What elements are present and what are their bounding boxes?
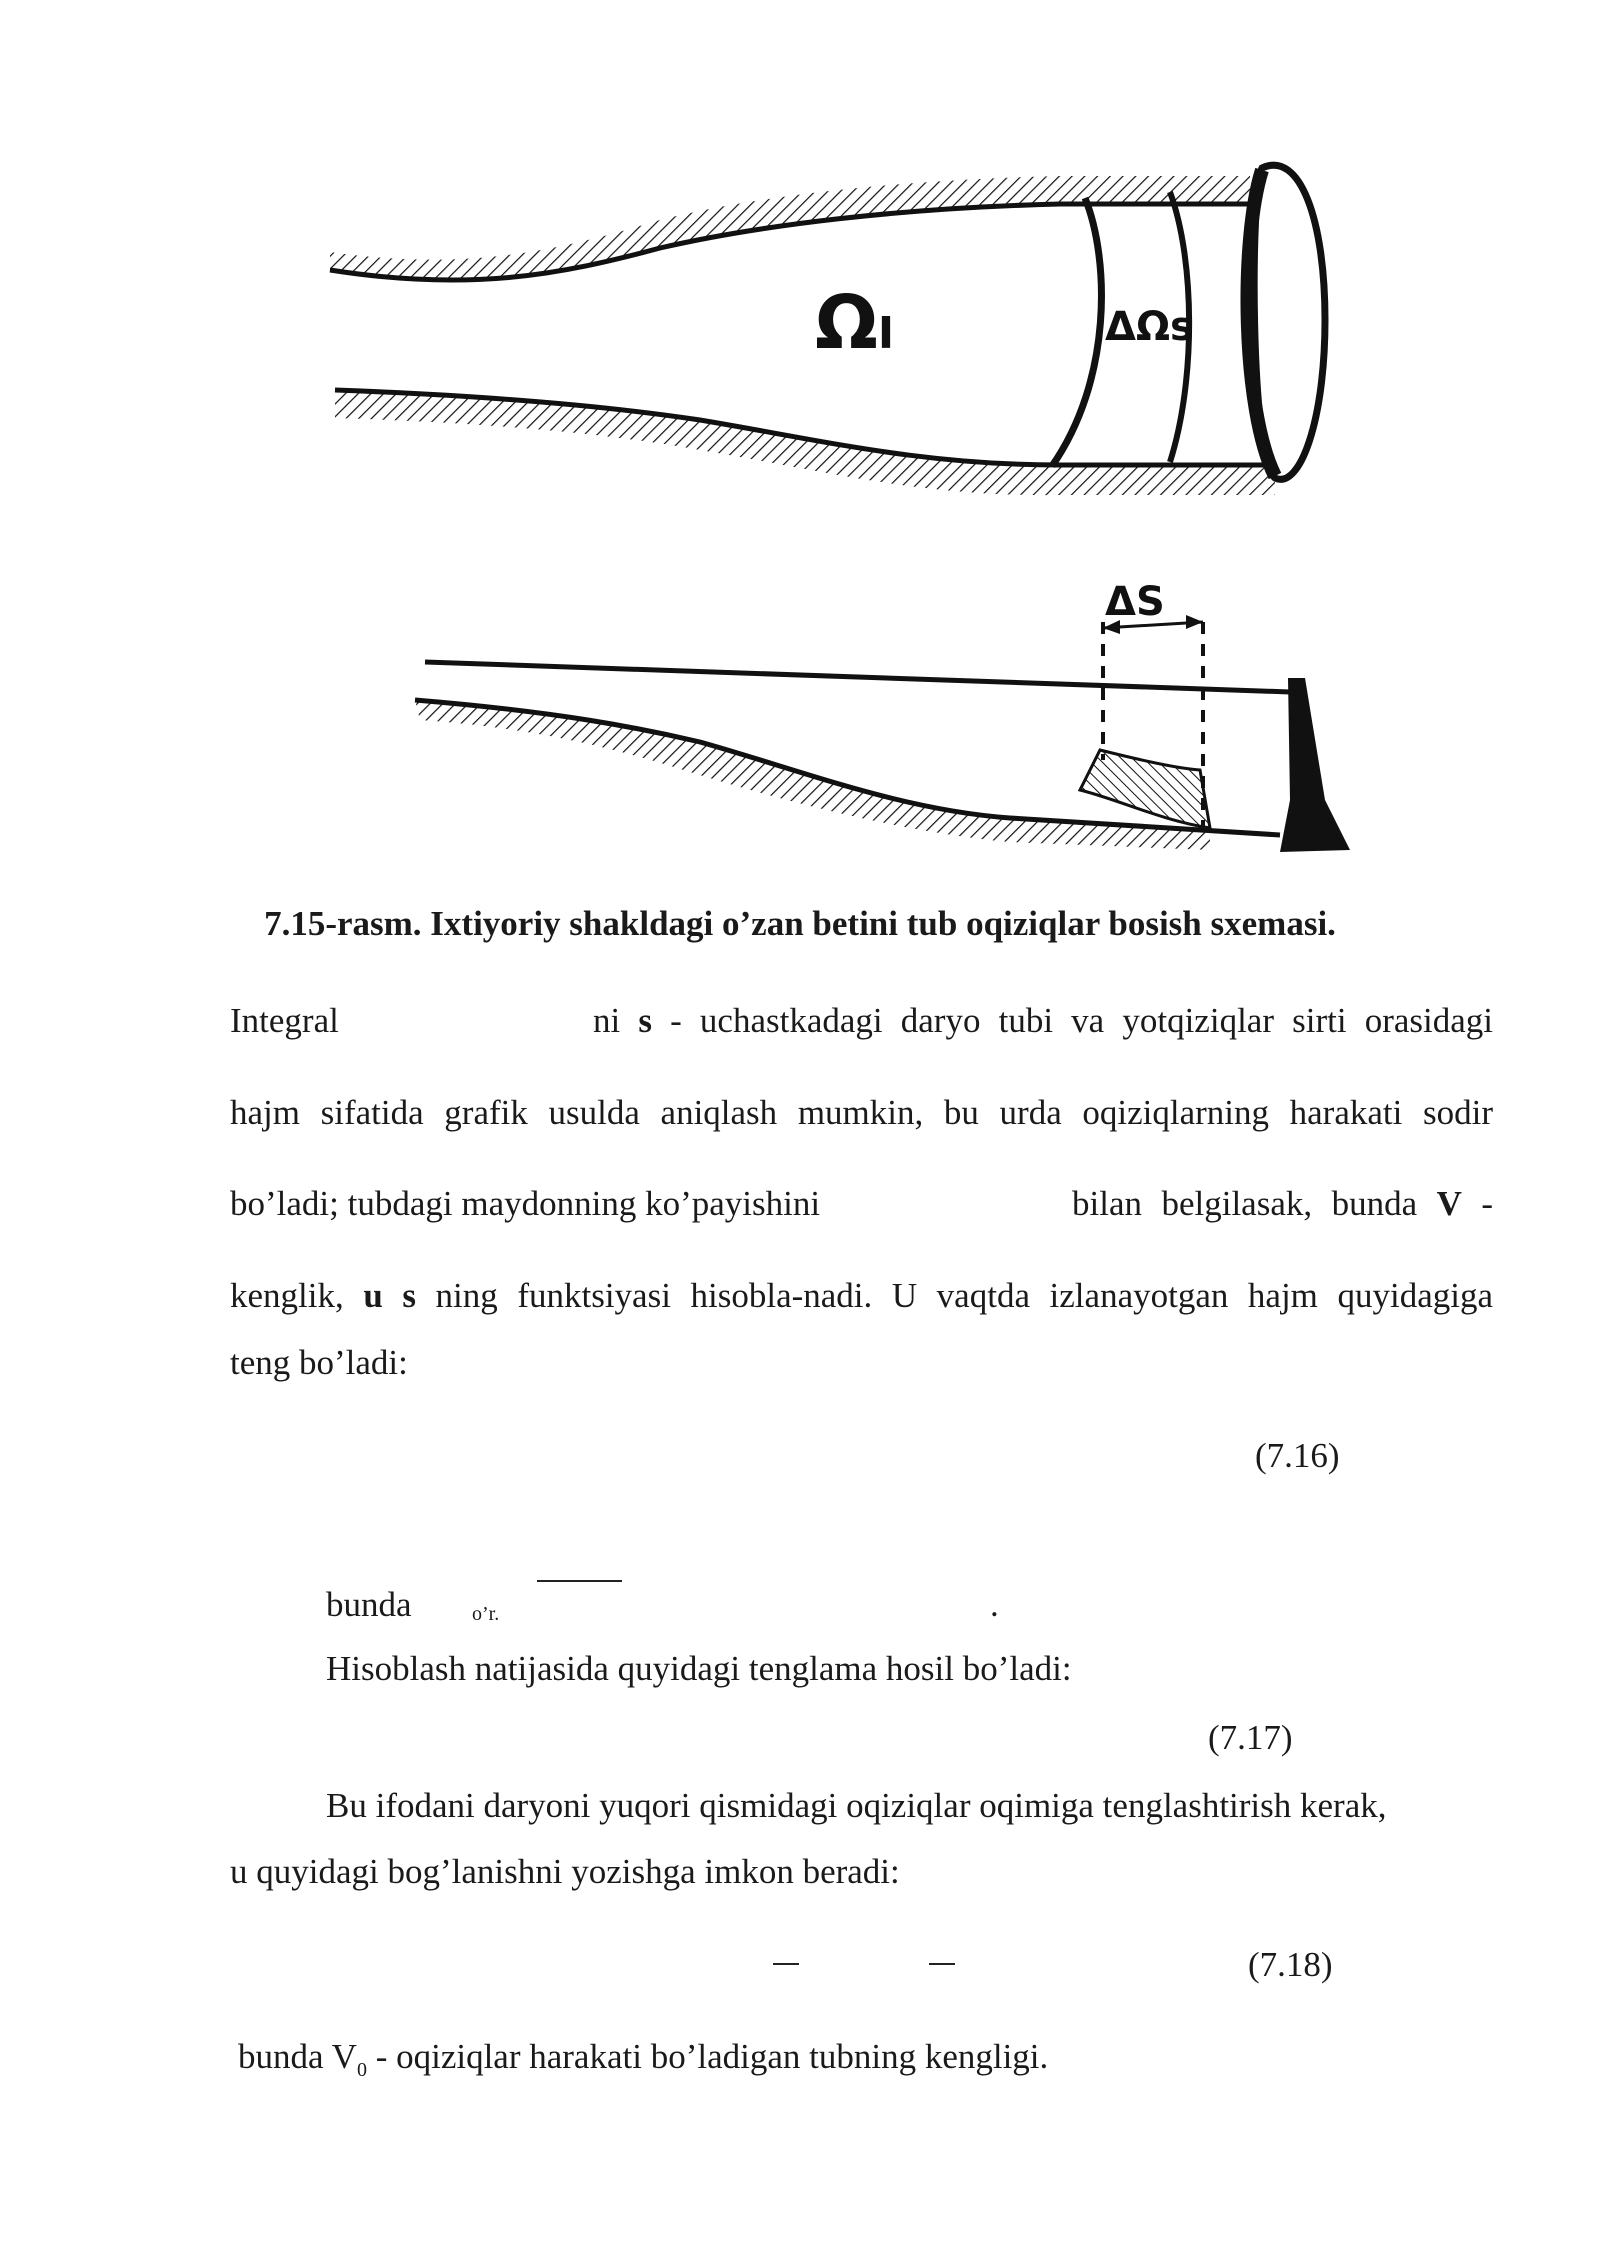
- eq-7-18-dash-2: [929, 1963, 955, 1965]
- para1-line1-rest: ni s - uchastkadagi daryo tubi va yotqiziqlar sirti orasidagi: [593, 1001, 1493, 1040]
- equation-number-7-18: (7.18): [1248, 1945, 1333, 1984]
- hisoblash-line: Hisoblash natijasida quyidagi tenglama hosil bo’ladi:: [326, 1649, 1072, 1688]
- para1-line3-a: bo’ladi; tubdagi maydonning ko’payishini: [230, 1184, 821, 1223]
- para1-line1-integral: Integral: [230, 1001, 339, 1040]
- bunda-word: bunda: [326, 1585, 412, 1624]
- delta-s-label: ΔS: [1105, 579, 1165, 625]
- para1-line3-b: bilan belgilasak, bunda V -: [1072, 1184, 1494, 1223]
- omega-s-label: ΔΩs: [1105, 304, 1194, 350]
- deposit-wedge: [1080, 750, 1210, 828]
- figure-caption: 7.15-rasm. Ixtiyoriy shakldagi o’zan betini tub oqiziqlar bosish sxemasi.: [264, 904, 1336, 943]
- dam-section: [1280, 678, 1350, 852]
- omega-main-label: Ωₗ: [815, 280, 895, 366]
- upper-bank-hatch: [330, 176, 1250, 280]
- para1-line5: teng bo’ladi:: [230, 1343, 408, 1382]
- equation-number-7-16: (7.16): [1255, 1436, 1340, 1475]
- bunda-subscript: o’r.: [472, 1603, 500, 1625]
- para1-line2: hajm sifatida grafik usulda aniqlash mumkin, bu urda oqiziqlarning harakati sodir: [230, 1093, 1493, 1132]
- para1-line4: kenglik, u s ning funktsiyasi hisobla-nadi. U vaqtda izlanayotgan hajm quyidagiga: [230, 1276, 1493, 1315]
- section-line-1: [1052, 198, 1101, 466]
- bu-ifodani-line2: u quyidagi bog’lanishni yozishga imkon beradi:: [230, 1852, 900, 1891]
- bu-ifodani-line1: Bu ifodani daryoni yuqori qismidagi oqiziqlar oqimiga tenglashtirish kerak,: [326, 1786, 1387, 1825]
- water-surface-line: [425, 662, 1290, 692]
- lower-bank-hatch: [335, 390, 1275, 495]
- bunda-dot: .: [990, 1585, 999, 1624]
- last-line: bunda $V_0$ - oqiziqlar harakati bo’ladigan tubning kengligi.: [238, 2037, 1049, 2081]
- figure-7-15: [0, 0, 1600, 880]
- fraction-bar: [537, 1580, 622, 1582]
- eq-7-18-dash-1: [773, 1963, 799, 1965]
- equation-number-7-17: (7.17): [1208, 1718, 1293, 1757]
